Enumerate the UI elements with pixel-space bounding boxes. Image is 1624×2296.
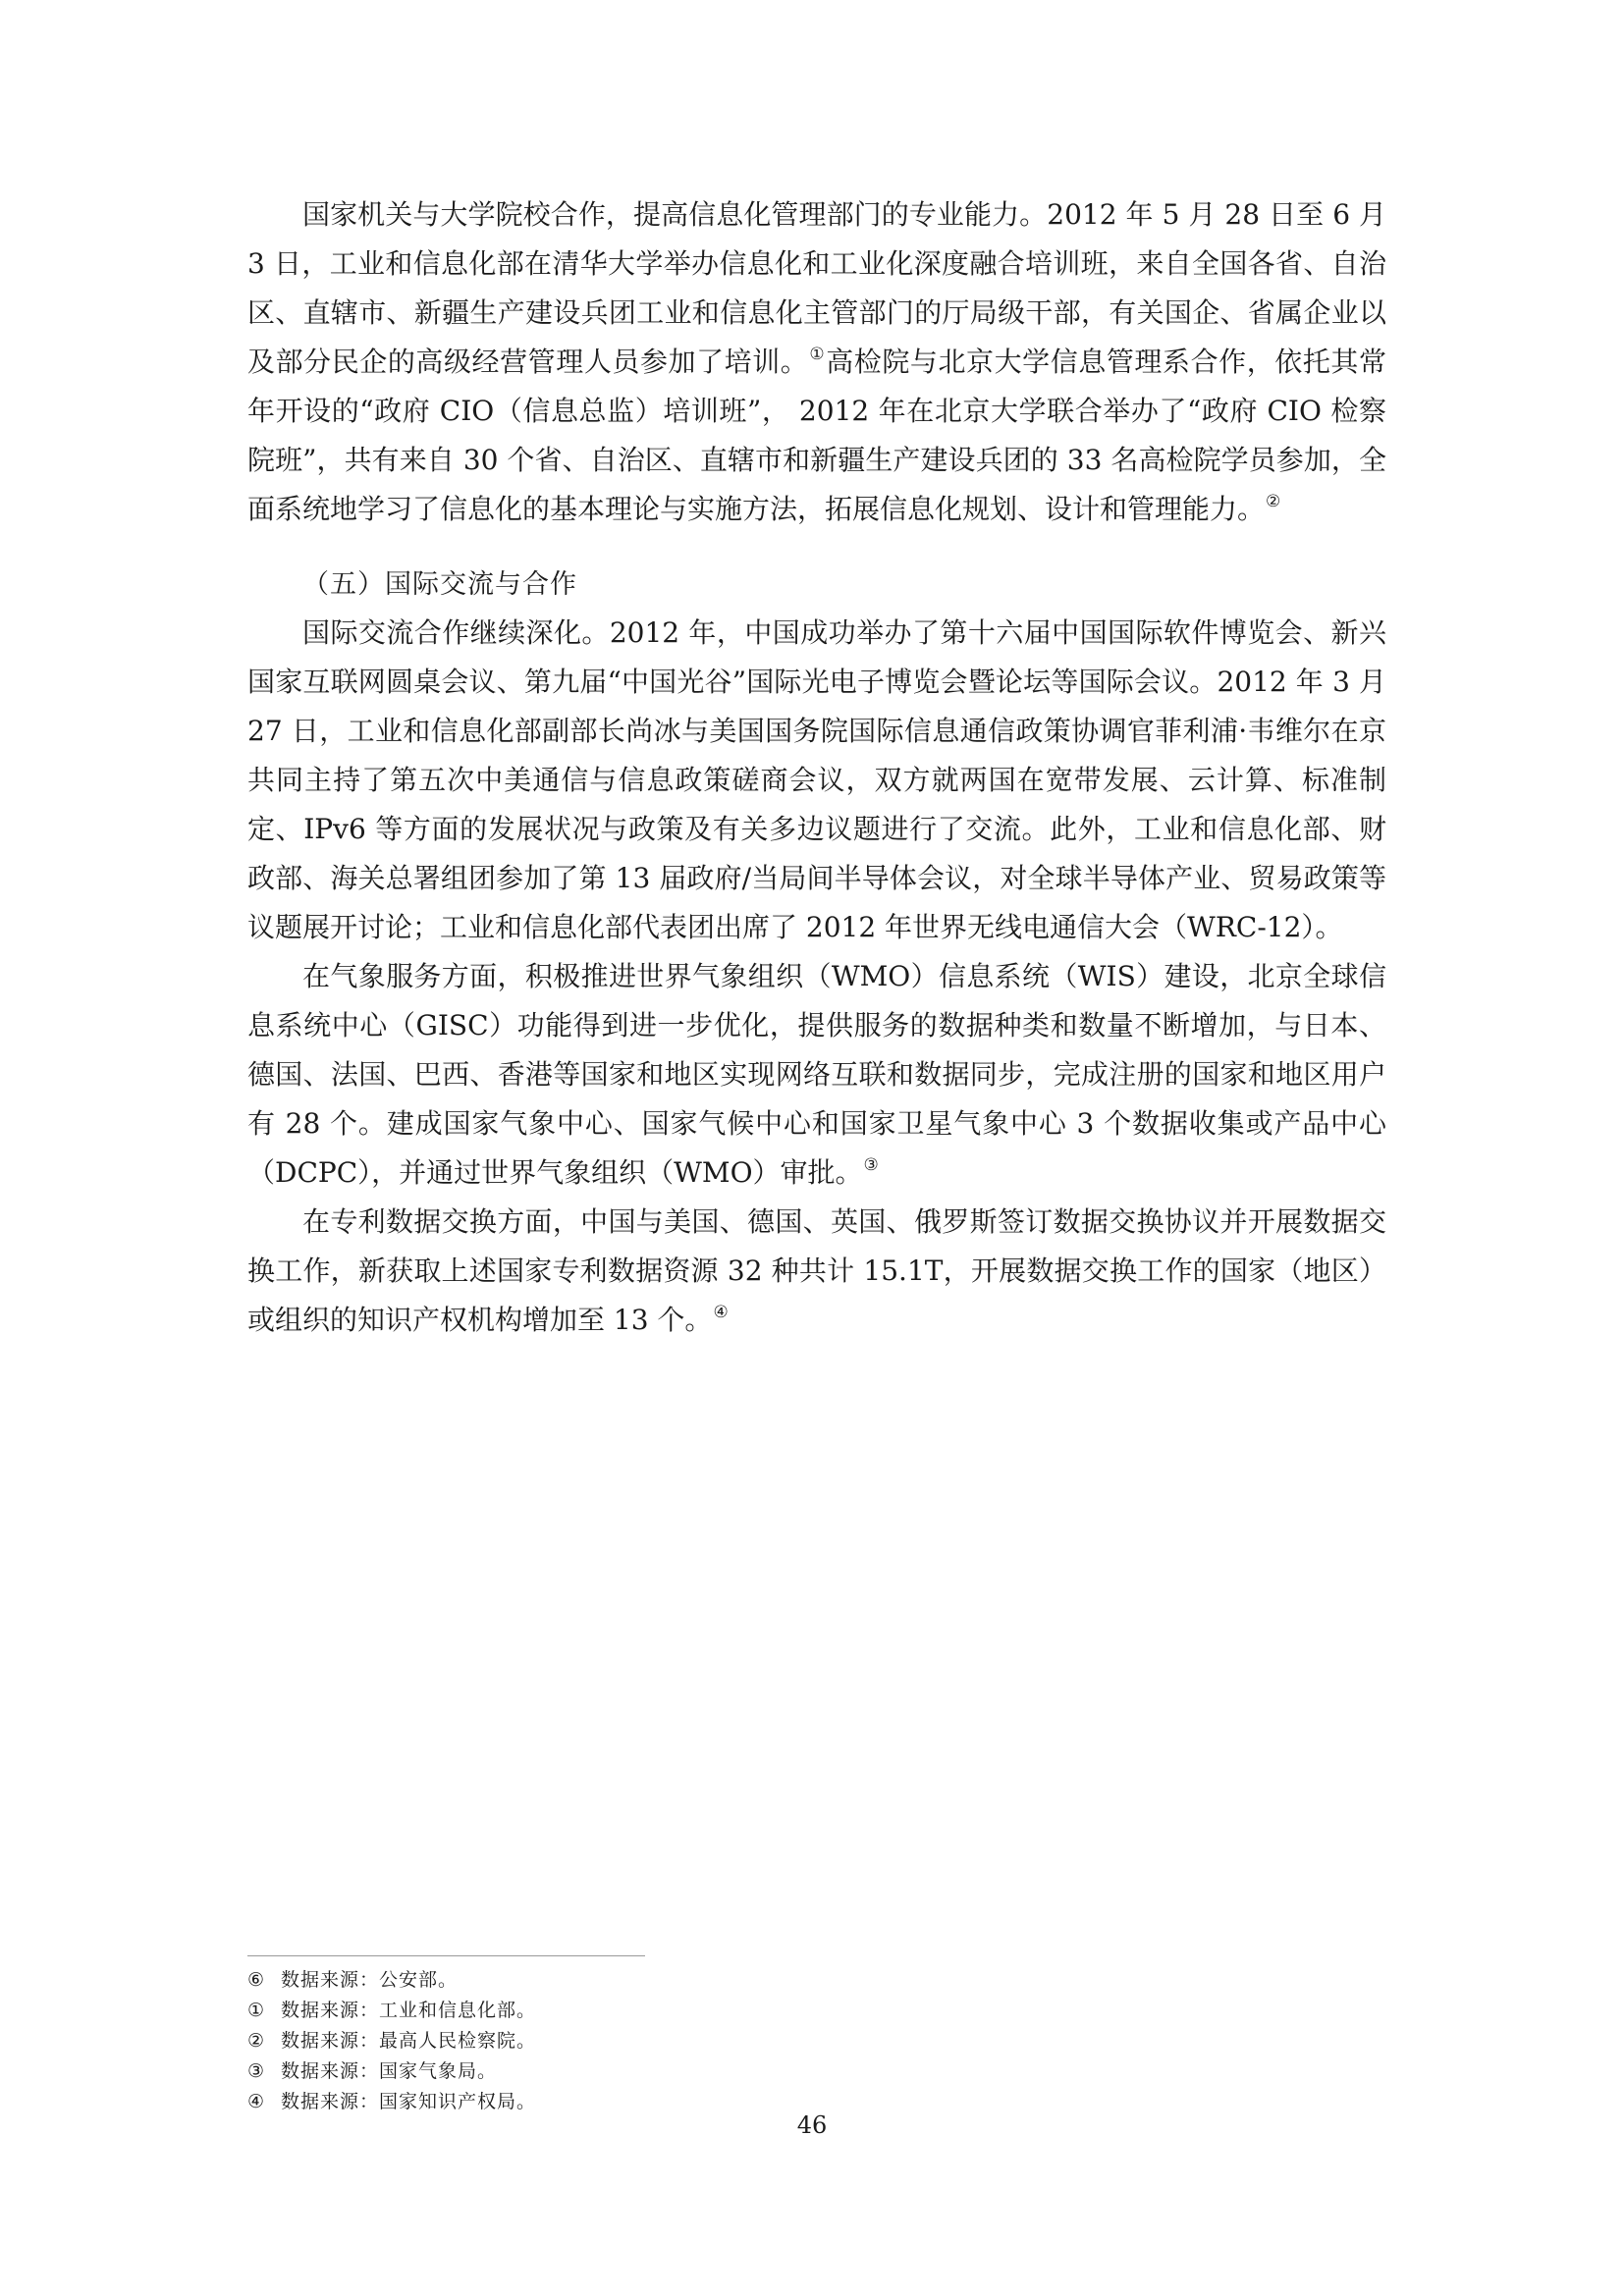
footnote-ref-2[interactable]: ② [1266,492,1281,511]
footnote-text: 数据来源：最高人民检察院。 [281,2030,537,2052]
footnote-marker: ② [247,2030,266,2052]
footnote-item [247,1965,1131,1996]
footnote-text: 数据来源：国家知识产权局。 [281,2091,537,2112]
footnote-list [247,1965,1131,2117]
footnote-ref-4[interactable]: ④ [713,1303,729,1322]
footnote-ref-1[interactable]: ① [809,345,826,364]
footnote-marker: ① [247,2000,266,2021]
page-number: 46 [796,2111,828,2139]
section-heading: （五）国际交流与合作 [302,569,577,600]
footnote-marker: ⑥ [247,1969,266,1991]
footnote-item [247,2026,1131,2056]
footnote-item [247,2056,1131,2087]
footnote-marker: ③ [247,2060,266,2082]
footnote-ref-3[interactable]: ③ [863,1155,879,1175]
footnote-text: 数据来源：工业和信息化部。 [281,2000,537,2021]
footnote-item [247,1996,1131,2026]
paragraph-training: 国家机关与大学院校合作，提高信息化管理部门的专业能力。2012 年 5 月 28 日至 6 月 3 日，工业和信息化部在清华大学举办信息化和工业化深度融合培训班，来自全国各省、自治区、直辖市、新疆生产建设兵团工业和信息化主管部门的厅局级干部，有关国企、省属企业以及部分民企的高级经营管理人员参加了培训。①高检院与北京大学信息管理系合作，依托其常年开设的“政府 CIO（信息总监）培训班”， 2012 年在北京大学联合举办了“政府 CIO 检察院班”，共有来自 30 个省、自治区、直辖市和新疆生产建设兵团的 33 名高检院学员参加，全面系统地学习了信息化的基本理论与实施方法，拓展信息化规划、设计和管理能力。② [247,198,1386,525]
footnote-marker: ④ [247,2091,266,2112]
paragraph-meteorology: 在气象服务方面，积极推进世界气象组织（WMO）信息系统（WIS）建设，北京全球信息系统中心（GISC）功能得到进一步优化，提供服务的数据种类和数量不断增加，与日本、德国、法国、巴西、香港等国家和地区实现网络互联和数据同步，完成注册的国家和地区用户有 28 个。建成国家气象中心、国家气候中心和国家卫星气象中心 3 个数据收集或产品中心（DCPC），并通过世界气象组织（WMO）审批。③ [247,960,1386,1189]
footnote-divider [247,1955,645,1956]
footnote-text: 数据来源：公安部。 [281,1969,459,1991]
footnote-text: 数据来源：国家气象局。 [281,2060,498,2082]
paragraph-patent: 在专利数据交换方面，中国与美国、德国、英国、俄罗斯签订数据交换协议并开展数据交换工作，新获取上述国家专利数据资源 32 种共计 15.1T，开展数据交换工作的国家（地区）或组织的知识产权机构增加至 13 个。④ [247,1205,1386,1336]
body-text [247,190,1386,1345]
paragraph-international: 国际交流合作继续深化。2012 年，中国成功举办了第十六届中国国际软件博览会、新兴国家互联网圆桌会议、第九届“中国光谷”国际光电子博览会暨论坛等国际会议。2012 年 3 月 27 日，工业和信息化部副部长尚冰与美国国务院国际信息通信政策协调官菲利浦·韦维尔在京共同主持了第五次中美通信与信息政策磋商会议，双方就两国在宽带发展、云计算、标准制定、IPv6 等方面的发展状况与政策及有关多边议题进行了交流。此外，工业和信息化部、财政部、海关总署组团参加了第 13 届政府/当局间半导体会议，对全球半导体产业、贸易政策等议题展开讨论；工业和信息化部代表团出席了 2012 年世界无线电通信大会（WRC-12）。 [247,616,1386,943]
